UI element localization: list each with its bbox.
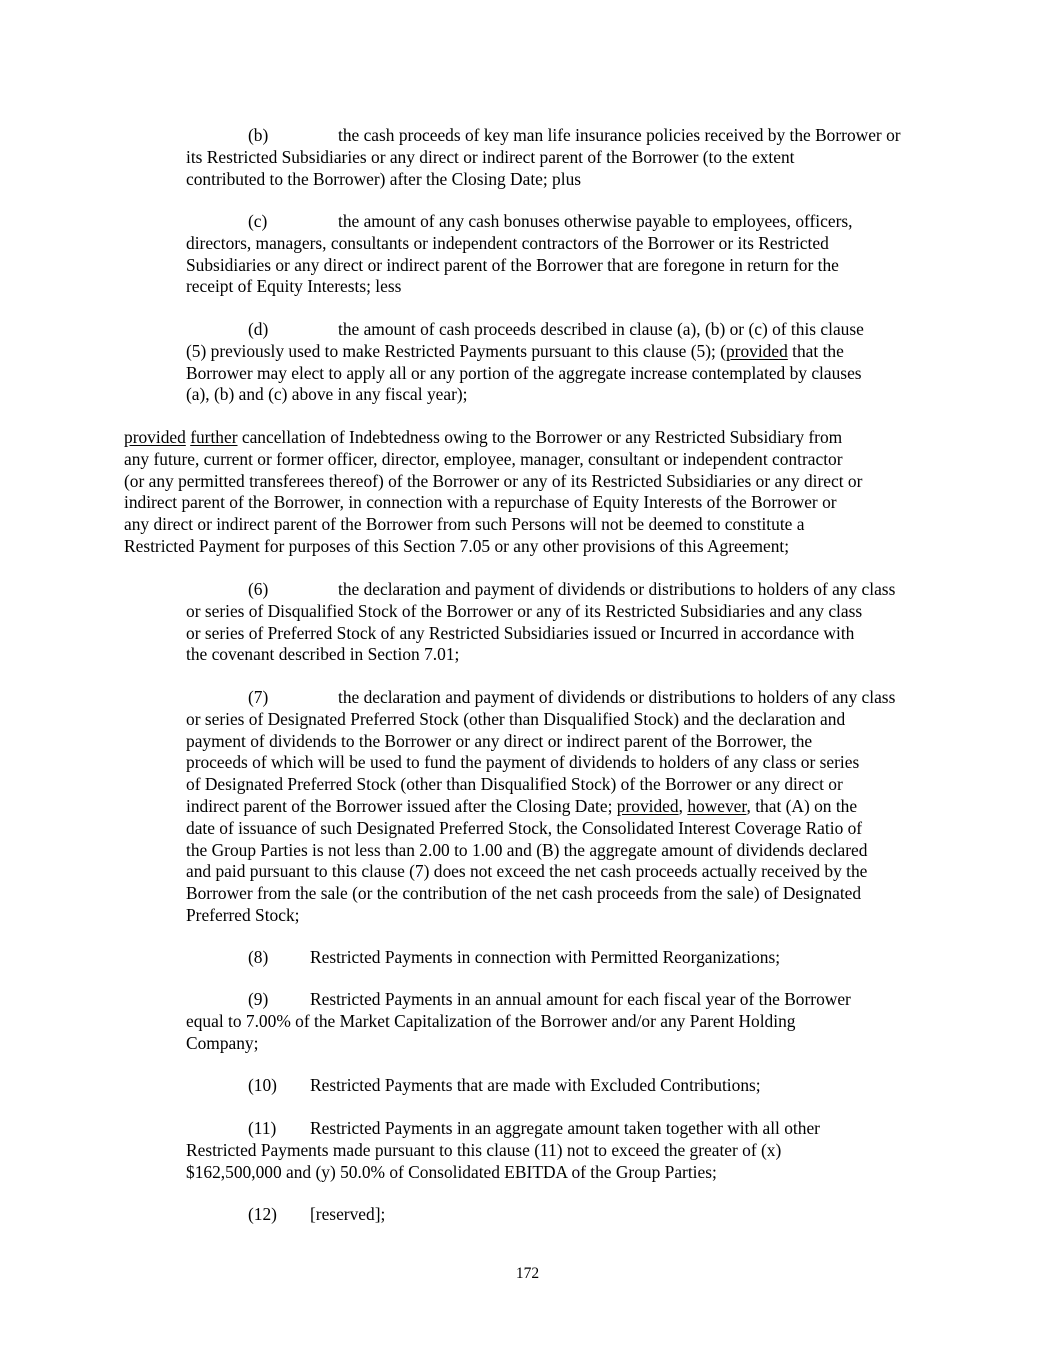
clause-text: or series of Preferred Stock of any Restricted Subsidiaries issued or Incurred in accordance with (186, 622, 855, 643)
provided-term: provided (725, 340, 788, 361)
clause-text: indirect parent of the Borrower issued after the Closing Date; (186, 795, 617, 816)
clause-number: (b) (248, 125, 269, 145)
clause-number: (6) (248, 579, 269, 599)
clause-b (186, 125, 901, 190)
further-term: further (190, 427, 238, 447)
clause-text: payment of dividends to the Borrower or any direct or indirect parent of the Borrower, the (186, 730, 813, 751)
clause-number: (c) (248, 211, 268, 231)
clause-text: Borrower from the sale (or the contribution of the net cash proceeds from the sale) of Designated (186, 883, 862, 904)
clause-text: (or any permitted transferees thereof) of the Borrower or any of its Restricted Subsidiaries or any direct or (124, 470, 863, 491)
clause-text: indirect parent of the Borrower, in connection with a repurchase of Equity Interests of the Borrower or (124, 492, 837, 513)
clause-text: [reserved]; (310, 1204, 386, 1224)
clause-text: (a), (b) and (c) above in any fiscal year); (186, 384, 468, 405)
clause-number: (9) (248, 989, 269, 1009)
clause-text: receipt of Equity Interests; less (186, 276, 402, 297)
clause-text: , that (A) on the (746, 795, 858, 816)
clause-text: that the (787, 340, 844, 361)
provided-term: provided (616, 795, 679, 816)
clause-text: (5) previously used to make Restricted Payments pursuant to this clause (5); ( (186, 340, 726, 361)
clause-number: (8) (248, 947, 269, 967)
clause-text: the amount of any cash bonuses otherwise payable to employees, officers, (338, 211, 853, 231)
clause-text: the amount of cash proceeds described in clause (a), (b) or (c) of this clause (338, 319, 864, 339)
clause-9 (186, 989, 851, 1054)
clause-text: Restricted Payments that are made with Excluded Contributions; (310, 1075, 761, 1095)
clause-text: cancellation of Indebtedness owing to the Borrower or any Restricted Subsidiary from (237, 427, 843, 447)
clause-text: or series of Disqualified Stock of the Borrower or any of its Restricted Subsidiaries and any class (186, 600, 863, 621)
clause-number: (7) (248, 687, 269, 707)
clause-text: and paid pursuant to this clause (7) does not exceed the net cash proceeds actually received by the (186, 861, 868, 882)
proviso-paragraph (124, 427, 862, 558)
clause-text: contributed to the Borrower) after the Closing Date; plus (186, 168, 582, 189)
clause-text: its Restricted Subsidiaries or any direct or indirect parent of the Borrower (to the extent (186, 146, 795, 167)
clause-text: any direct or indirect parent of the Borrower from such Persons will not be deemed to constitute a (124, 514, 805, 535)
clause-text: Restricted Payments in an aggregate amount taken together with all other (310, 1118, 820, 1138)
clause-7 (186, 687, 896, 927)
clause-text-line (186, 796, 867, 818)
clause-text: Subsidiaries or any direct or indirect parent of the Borrower that are foregone in return for the (186, 254, 839, 275)
clause-number: (11) (248, 1118, 277, 1138)
clause-11 (186, 1118, 820, 1183)
clause-text-line (186, 341, 862, 363)
clause-text: any future, current or former officer, director, employee, manager, consultant or independent contractor (124, 448, 843, 469)
clause-text: proceeds of which will be used to fund the payment of dividends to holders of any class or series (186, 752, 860, 773)
page-number: 172 (515, 1265, 540, 1282)
clause-text: Restricted Payment for purposes of this Section 7.05 or any other provisions of this Agreement; (124, 535, 790, 556)
clause-text: the declaration and payment of dividends or distributions to holders of any class (338, 687, 896, 707)
clause-6 (186, 579, 896, 666)
clause-text: , (678, 795, 688, 816)
clause-text: the declaration and payment of dividends or distributions to holders of any class (338, 579, 896, 599)
clause-text: or series of Designated Preferred Stock (other than Disqualified Stock) and the declaration and (186, 708, 846, 729)
clause-text: Restricted Payments in an annual amount for each fiscal year of the Borrower (310, 989, 851, 1009)
provided-term: provided (124, 427, 186, 447)
clause-text: date of issuance of such Designated Preferred Stock, the Consolidated Interest Coverage Ratio of (186, 817, 863, 838)
clause-text: directors, managers, consultants or independent contractors of the Borrower or its Restricted (186, 232, 829, 253)
clause-text: of Designated Preferred Stock (other than Disqualified Stock) of the Borrower or any direct or (186, 774, 843, 795)
clause-text: Borrower may elect to apply all or any portion of the aggregate increase contemplated by clauses (186, 362, 862, 383)
clause-d (186, 319, 862, 406)
clause-text: equal to 7.00% of the Market Capitalization of the Borrower and/or any Parent Holding (186, 1010, 796, 1031)
clause-text: Restricted Payments made pursuant to this clause (11) not to exceed the greater of (x) (186, 1139, 782, 1160)
proviso-first-line (124, 427, 862, 449)
clause-text: the Group Parties is not less than 2.00 to 1.00 and (B) the aggregate amount of dividends declared (186, 839, 868, 860)
clause-number: (10) (248, 1075, 277, 1095)
clause-text: the covenant described in Section 7.01; (186, 644, 460, 665)
clause-number: (12) (248, 1204, 277, 1224)
clause-c (186, 211, 853, 298)
clause-text: $162,500,000 and (y) 50.0% of Consolidated EBITDA of the Group Parties; (186, 1161, 717, 1182)
clause-number: (d) (248, 319, 269, 339)
however-term: however (687, 795, 747, 816)
clause-text: Preferred Stock; (186, 904, 300, 925)
clause-text: the cash proceeds of key man life insurance policies received by the Borrower or (338, 125, 901, 145)
clause-text: Restricted Payments in connection with Permitted Reorganizations; (310, 947, 781, 967)
clause-text: Company; (186, 1032, 259, 1053)
